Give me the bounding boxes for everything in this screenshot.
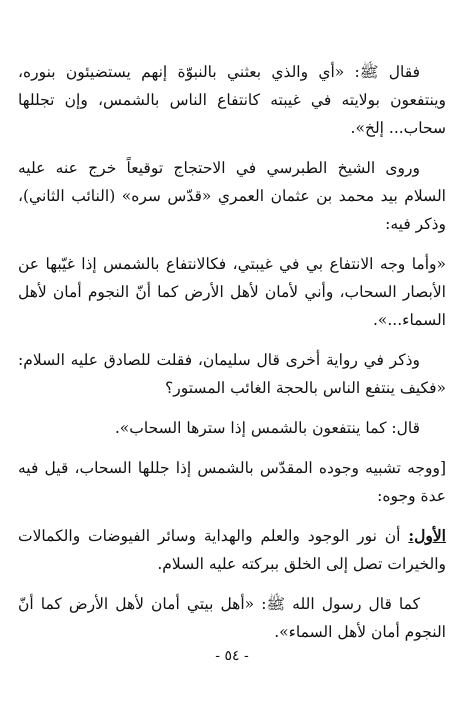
paragraph-1: [18, 58, 446, 142]
paragraph-8-text: كما قال رسول الله ﷺ: «أهل بيتي أمان لأهل الأرض كما أنّ النجوم أمان لأهل السماء».: [18, 595, 446, 641]
paragraph-6: [18, 454, 446, 510]
first-point-heading: الأول:: [408, 526, 446, 545]
page-number: - ٥٤ -: [215, 648, 249, 664]
paragraph-4: [18, 346, 446, 402]
paragraph-8: [18, 590, 446, 646]
paragraph-3: [18, 250, 446, 334]
page-body: [18, 58, 446, 658]
paragraph-2-text: وروى الشيخ الطبرسي في الاحتجاج توقيعاً خرج عنه عليه السلام بيد محمد بن عثمان العمري «قدّس سره» (النائب الثاني)، وذكر فيه:: [18, 159, 446, 233]
paragraph-7-text: أن نور الوجود والعلم والهداية وسائر الفيوضات والكمالات والخيرات تصل إلى الخلق ببركته عليه السلام.: [18, 527, 446, 573]
paragraph-5: [18, 414, 446, 442]
paragraph-7: [18, 522, 446, 578]
paragraph-2: [18, 154, 446, 238]
paragraph-4-text: وذكر في رواية أخرى قال سليمان، فقلت للصادق عليه السلام: «فكيف ينتفع الناس بالحجة الغائب المستور؟: [18, 351, 446, 397]
paragraph-5-text: قال: كما ينتفعون بالشمس إذا سترها السحاب».: [114, 419, 420, 437]
paragraph-6-text: [ووجه تشبيه وجوده المقدّس بالشمس إذا جللها السحاب، قيل فيه عدة وجوه:: [18, 459, 446, 505]
paragraph-1-text: فقال ﷺ: «أي والذي بعثني بالنبوّة إنهم يستضيئون بنوره، وينتفعون بولايته في غيبته كانتفاع الناس بالشمس، وإن تجللها سحاب... إلخ».: [18, 63, 446, 137]
paragraph-3-text: «وأما وجه الانتفاع بي في غيبتي، فكالانتفاع بالشمس إذا غيّبها عن الأبصار السحاب، وأني لأمان لأهل الأرض كما أنّ النجوم أمان لأهل السماء...».: [18, 255, 446, 329]
